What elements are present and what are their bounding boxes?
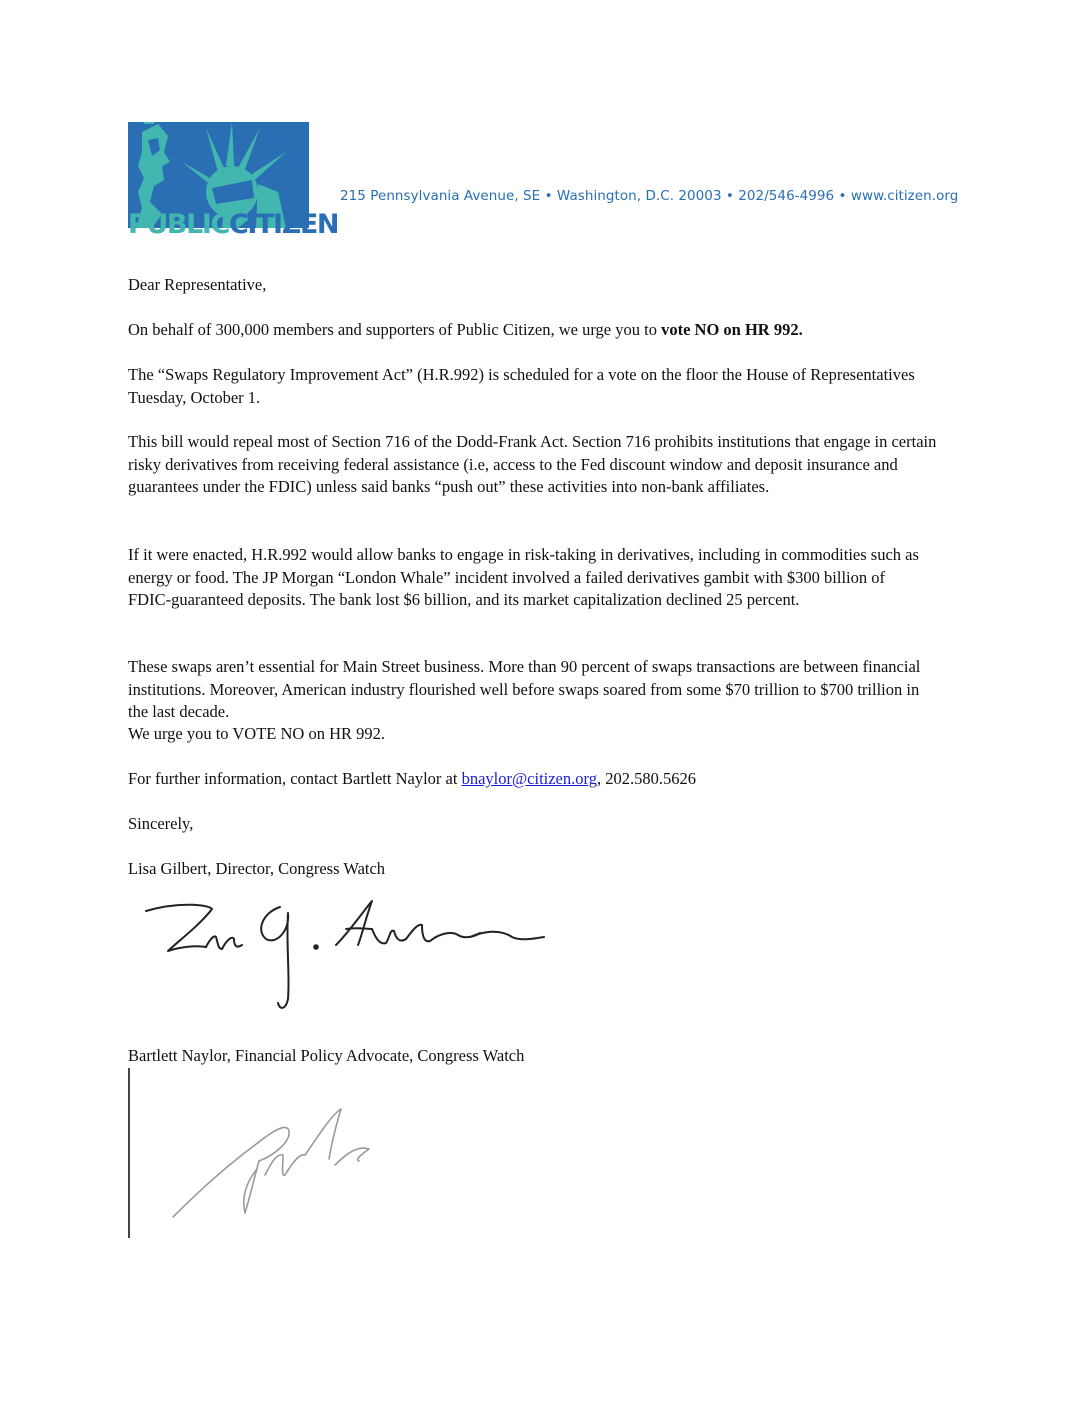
signer-2-name: Bartlett Naylor, Financial Policy Advocate, Congress Watch [128, 1046, 525, 1065]
signer-1-name: Lisa Gilbert, Director, Congress Watch [128, 859, 386, 878]
logo-wordmark: PUBLICCITIZEN [128, 209, 339, 240]
intro-text: On behalf of 300,000 members and supporters of Public Citizen, we urge you to [128, 320, 662, 339]
contact-prefix: For further information, contact Bartlett Naylor at [128, 769, 462, 788]
closing: Sincerely, [128, 814, 194, 833]
paragraph-derivatives-risk: If it were enacted, H.R.992 would allow banks to engage in risk-taking in derivatives, including in commodities such as energy or food. The JP Morgan “London Whale” incident involved a failed derivatives gambit with $300 billion of FDIC-guaranteed deposits. The bank lost $6 billion, and its market capitalization declined 25 percent. [128, 545, 919, 609]
paragraph-section-716: This bill would repeal most of Section 716 of the Dodd-Frank Act. Section 716 prohibits institutions that engage in certain risky derivatives from receiving federal assistance (i.e, access to the Fed discount window and deposit insurance and guarantees under the FDIC) unless said banks “push out” these activities into non-bank affiliates. [128, 432, 937, 496]
signature-frame-line [128, 1068, 130, 1238]
salutation: Dear Representative, [128, 275, 267, 294]
contact-phone: , 202.580.5626 [596, 769, 696, 788]
intro-bold-text: vote NO on HR 992. [661, 320, 803, 339]
paragraph-contact [128, 768, 968, 791]
signature-bartlett-naylor [165, 1085, 395, 1235]
contact-email-link[interactable]: bnaylor@citizen.org [461, 769, 597, 788]
paragraph-bill-schedule: The “Swaps Regulatory Improvement Act” (H.R.992) is scheduled for a vote on the floor the House of Representatives Tuesday, October 1. [128, 365, 915, 407]
letterhead-address: 215 Pennsylvania Avenue, SE • Washington, D.C. 20003 • 202/546-4996 • www.citizen.org [340, 188, 959, 204]
paragraph-swaps-essential: These swaps aren’t essential for Main Street business. More than 90 percent of swaps transactions are between financial institutions. Moreover, American industry flourished well before swaps soared from some $70 trillion to $700 trillion in the last decade. [128, 657, 921, 721]
public-citizen-logo [128, 98, 339, 242]
paragraph-vote-no: We urge you to VOTE NO on HR 992. [128, 724, 385, 743]
signature-lisa-gilbert [140, 895, 560, 1020]
paragraph-intro [128, 319, 968, 342]
